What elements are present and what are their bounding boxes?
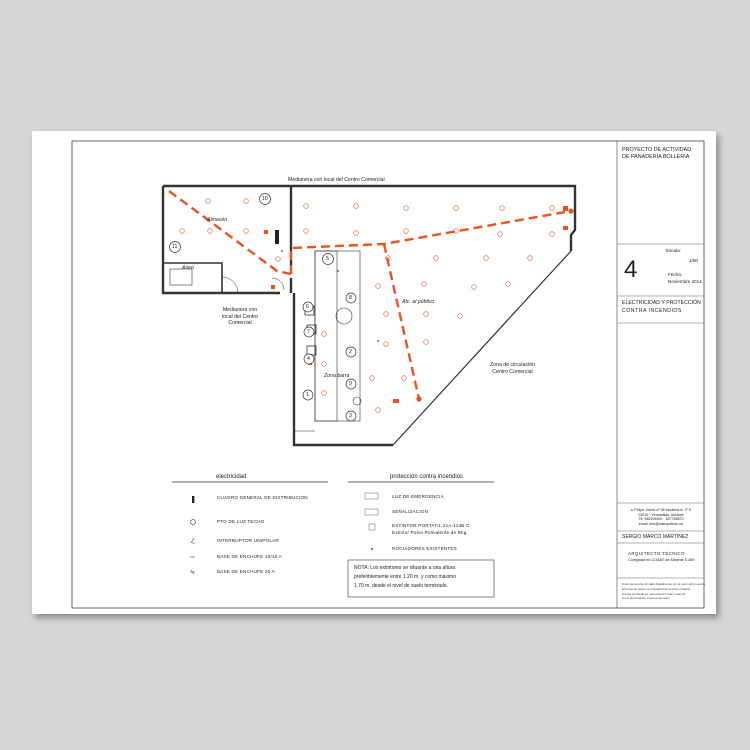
marker-9: 9 (349, 381, 352, 387)
marker-7: 7 (307, 329, 310, 335)
legend-elec-item: BASE DE ENCHUFE 10/16 A (217, 554, 282, 559)
numbered-markers (170, 194, 357, 422)
escala-label: Escala: (666, 248, 682, 253)
legend-elec-item: CUADRO GENERAL DE DISTRIBUCION (217, 495, 308, 500)
floor-plan-drawing (32, 131, 716, 614)
exit-point (416, 396, 421, 401)
author-name: SERGIO MARCO MARTÍNEZ (622, 534, 689, 540)
project-title: PROYECTO DE ACTIVIDAD DE PANADERIA BOLLERIA (622, 147, 692, 160)
escala-value: 1/50 (689, 258, 698, 263)
marker-2: 2 (349, 349, 352, 355)
legend-elec-item: PTO DE LUZ TECHO (217, 519, 265, 524)
light-points (180, 199, 555, 413)
room-almacen: Almacén (207, 217, 228, 223)
legend-prot-item: EXTINTOR PORTATIL 21A-113B C (392, 523, 470, 528)
legend-electricidad-title: electricidad (216, 474, 247, 480)
fecha-value: Noviembre 2014 (668, 279, 702, 284)
marker-5: 5 (326, 256, 329, 262)
room-barra: Zona barra (324, 373, 350, 379)
marker-6: 6 (306, 304, 309, 310)
room-aseo: Aseo (182, 265, 194, 271)
author-role: ARQUITECTO TÉCNICO (628, 551, 685, 556)
fecha-label: Fecha: (668, 272, 683, 277)
marker-1: 1 (306, 392, 309, 398)
sheet-number: 4 (624, 256, 638, 283)
marker-10: 10 (262, 196, 268, 202)
legend-prot-item: Extintor Polvo Polivalente de 6Kg. (392, 530, 469, 535)
address-block: c/ Felipe Jorrón nº 36 escalera A, 1º D 03015 · Ventanillas, Alicante Tlf: 965109302 · 607765870 email: info@sdarquitecto.es (630, 508, 692, 526)
drawing-sheet (32, 131, 716, 614)
label-zona-circulacion: Zona de circulación Centro Comercial (490, 362, 535, 375)
legend-prot-item: ROCIADORES EXISTENTES (392, 546, 457, 551)
legend-elec-item: INTERRUPTOR UNIPOLAR (217, 538, 279, 543)
label-medianera-left: Medianera con local del Centro Comercial (222, 307, 259, 326)
legend-prot-item: SEÑALIZACION (392, 509, 429, 514)
marker-11: 11 (172, 244, 178, 250)
label-medianera-top: Medianera con local del Centro Comercial (288, 177, 385, 183)
sheet-border (72, 141, 704, 608)
marker-3: 3 (349, 413, 352, 419)
room-publico: Atc. al público (402, 299, 435, 305)
marker-8: 8 (349, 295, 352, 301)
legend-prot-item: LUZ DE EMERGENCIA (392, 494, 444, 499)
subject-title: ELECTRICIDAD Y PROTECCIÓN CONTRA INCENDIOS (622, 300, 701, 314)
fine-print: Nota documento firmado digitalmente por el autor del proyecto El presente plano es propiedad del técnico redactor Queda prohibida su reproducción total o parcial sin la autorización expresa del autor (622, 582, 706, 601)
legend-elec-item: BASE DE ENCHUFE 25 A (217, 569, 275, 574)
colegiado: Colegiado en COAAT de Alicante 5.469 (628, 558, 695, 562)
distribution-panel (275, 230, 279, 244)
marker-4: 4 (307, 356, 310, 362)
legend-proteccion-title: protección contra incendios (390, 474, 464, 480)
nota-box: NOTA: Los extintores se situarán a una altura preferiblemente entre 1.20 m. y como máximo 1,70 m. desde el nivel de suelo terminado. (354, 565, 456, 589)
